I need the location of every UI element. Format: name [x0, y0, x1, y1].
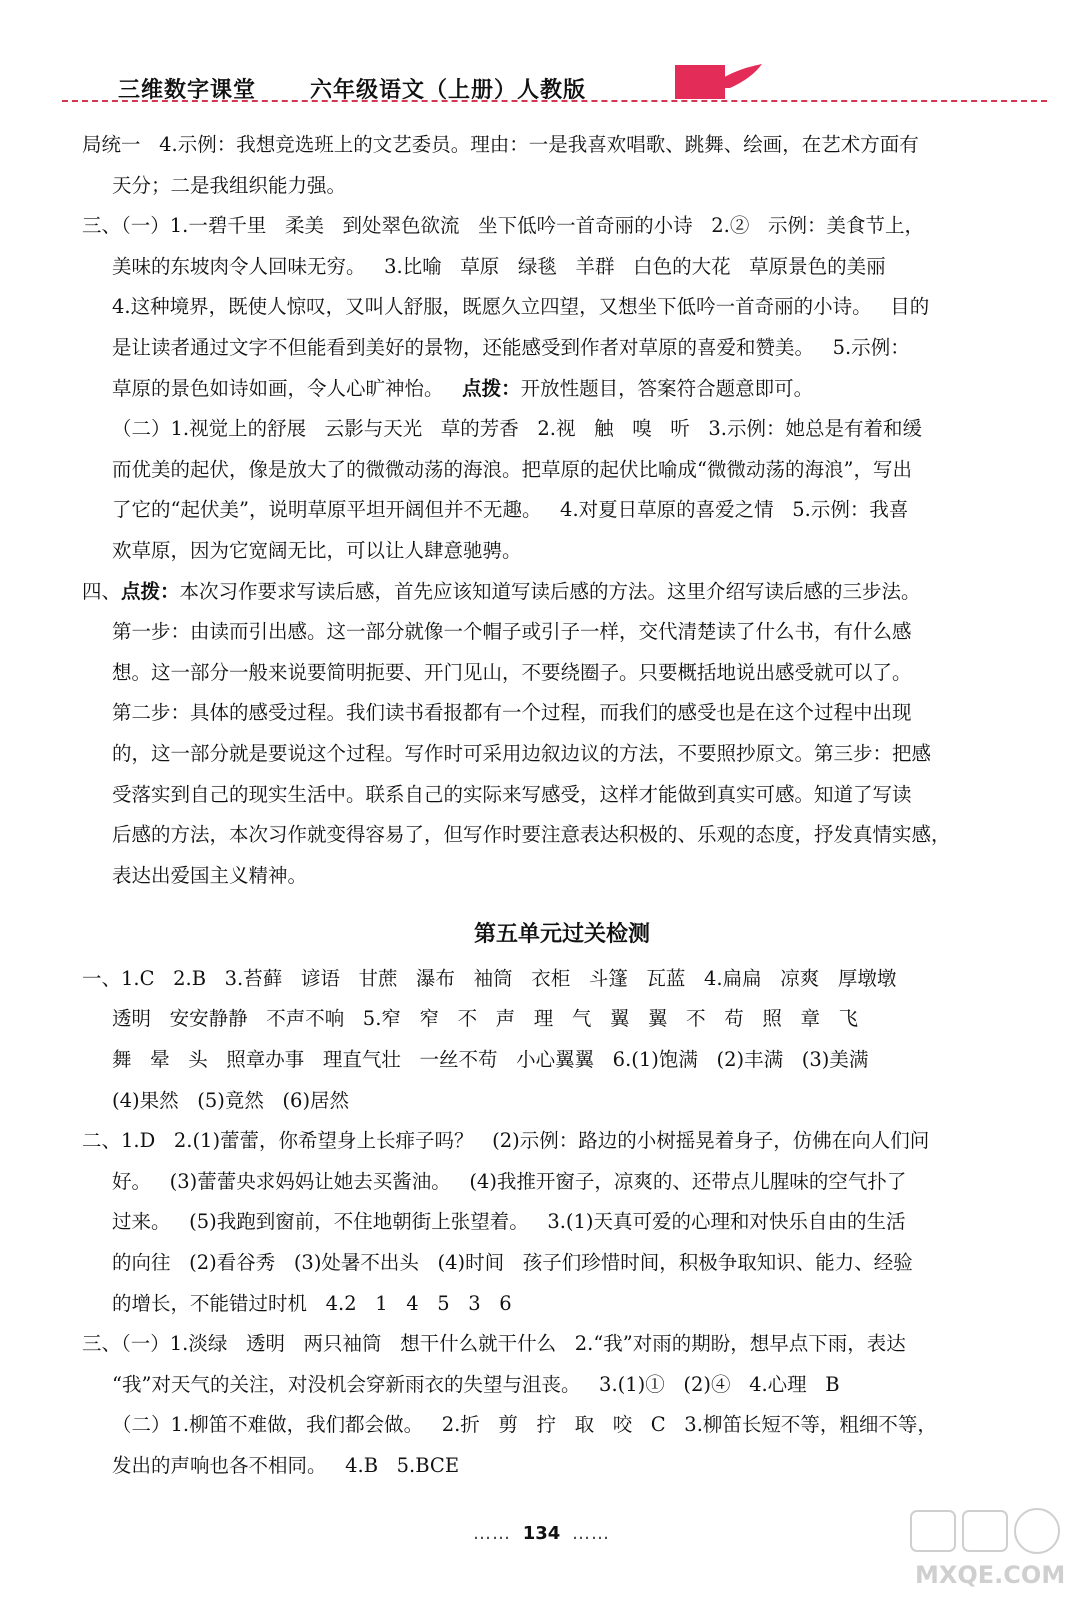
tip-label: 点拨： [462, 376, 521, 400]
text-fragment: 四、 [82, 579, 122, 603]
text-line [82, 572, 1042, 613]
text-line: 的，这一部分就是要说这个过程。写作时可采用边叙边议的方法，不要照抄原文。第三步：把感 [112, 741, 932, 765]
text-line: 过来。 (5)我跑到窗前，不住地朝街上张望着。 3.(1)天真可爱的心理和对快乐自由的生活 [112, 1210, 906, 1234]
text-line: 发出的声响也各不相同。 4.B 5.BCE [112, 1454, 460, 1477]
text-line: 一、1.C 2.B 3.苔藓 谚语 甘蔗 瀑布 袖筒 衣柜 斗篷 瓦蓝 4.扁扁 凉爽 厚墩墩 [82, 966, 897, 990]
page-header [0, 0, 1083, 105]
page-number: 134 [522, 1523, 561, 1544]
text-line: 了它的“起伏美”，说明草原平坦开阔但并不无趣。 4.对夏日草原的喜爱之情 5.示例：我喜 [112, 498, 909, 522]
watermark-logo [905, 1505, 1075, 1595]
section-title: 第五单元过关检测 [473, 921, 650, 948]
tip-label: 点拨： [121, 579, 180, 603]
tip-text: 本次习作要求写读后感，首先应该知道写读后感的方法。这里介绍写读后感的三步法。 [179, 579, 921, 603]
text-line: 透明 安安静静 不声不响 5.窄 窄 不 声 理 气 翼 翼 不 苟 照 章 飞 [112, 1007, 859, 1031]
text-line: 4.这种境界，既使人惊叹，又叫人舒服，既愿久立四望，又想坐下低吟一首奇丽的小诗。 目的 [112, 295, 930, 319]
text-line: 后感的方法，本次习作就变得容易了，但写作时要注意表达积极的、乐观的态度，抒发真情实感， [112, 823, 951, 847]
text-line: 三、（一）1.一碧千里 柔美 到处翠色欲流 坐下低吟一首奇丽的小诗 2.② 示例：美食节上， [82, 214, 924, 238]
text-line: 好。 (3)蕾蕾央求妈妈让她去买酱油。 (4)我推开窗子，凉爽的、还带点儿腥味的空气扑了 [112, 1169, 907, 1193]
text-line: 想。这一部分一般来说要简明扼要、开门见山，不要绕圈子。只要概括地说出感受就可以了。 [112, 660, 912, 684]
text-line: 的增长，不能错过时机 4.2 1 4 5 3 6 [112, 1291, 512, 1315]
text-line: 受落实到自己的现实生活中。联系自己的实际来写感受，这样才能做到真实可感。知道了写读 [112, 782, 912, 806]
text-line: 三、（一）1.淡绿 透明 两只袖筒 想干什么就干什么 2.“我”对雨的期盼，想早点下雨，表达 [82, 1332, 906, 1356]
page-dots-right: …… [572, 1523, 611, 1544]
svg-text:MXQE.COM: MXQE.COM [915, 1561, 1066, 1589]
text-line: 天分；二是我组织能力强。 [112, 173, 347, 197]
book-title: 六年级语文（上册）人教版 [310, 78, 587, 103]
rocket-icon [700, 58, 770, 98]
text-line: 表达出爱国主义精神。 [112, 863, 308, 887]
text-line: (4)果然 (5)竟然 (6)居然 [112, 1088, 350, 1112]
text-line: （二）1.柳笛不难做，我们都会做。 2.折 剪 拧 取 咬 C 3.柳笛长短不等，粗细不等， [112, 1413, 937, 1437]
text-line: 第一步：由读而引出感。这一部分就像一个帽子或引子一样，交代清楚读了什么书，有什么感 [112, 620, 912, 644]
text-line: 欢草原，因为它宽阔无比，可以让人肆意驰骋。 [112, 538, 522, 562]
text-line: 而优美的起伏，像是放大了的微微动荡的海浪。把草原的起伏比喻成“微微动荡的海浪”，写出 [112, 457, 912, 481]
text-line: 二、1.D 2.(1)蕾蕾，你希望身上长痱子吗？ (2)示例：路边的小树摇晃着身子，仿佛在向人们问 [82, 1129, 930, 1153]
text-line: 的向往 (2)看谷秀 (3)处暑不出头 (4)时间 孩子们珍惜时间，积极争取知识、能力、经验 [112, 1251, 913, 1275]
text-line: “我”对天气的关注，对没机会穿新雨衣的失望与沮丧。 3.(1)① (2)④ 4.心理 B [112, 1372, 840, 1396]
tip-text: 开放性题目，答案符合题意即可。 [520, 376, 814, 400]
series-title: 三维数字课堂 [118, 78, 257, 103]
text-line: 舞 晕 头 照章办事 理直气壮 一丝不苟 小心翼翼 6.(1)饱满 (2)丰满 (3)美满 [112, 1048, 869, 1072]
text-line: 美味的东坡肉令人回味无穷。 3.比喻 草原 绿毯 羊群 白色的大花 草原景色的美丽 [112, 254, 886, 278]
text-line: 局统一 4.示例：我想竞选班上的文艺委员。理由：一是我喜欢唱歌、跳舞、绘画，在艺术方面有 [82, 133, 919, 156]
text-line: 第二步：具体的感受过程。我们读书看报都有一个过程，而我们的感受也是在这个过程中出现 [112, 701, 912, 725]
text-line [82, 369, 1042, 410]
header-divider [62, 100, 1047, 102]
answer-content [82, 125, 1042, 1487]
page-dots-left: …… [472, 1523, 511, 1544]
text-line: （二）1.视觉上的舒展 云影与天光 草的芳香 2.视 触 嗅 听 3.示例：她总是有着和缓 [112, 417, 922, 441]
text-line: 是让读者通过文字不但能看到美好的景物，还能感受到作者对草原的喜爱和赞美。 5.示例： [112, 335, 910, 359]
text-fragment: 草原的景色如诗如画，令人心旷神怡。 [112, 376, 444, 400]
